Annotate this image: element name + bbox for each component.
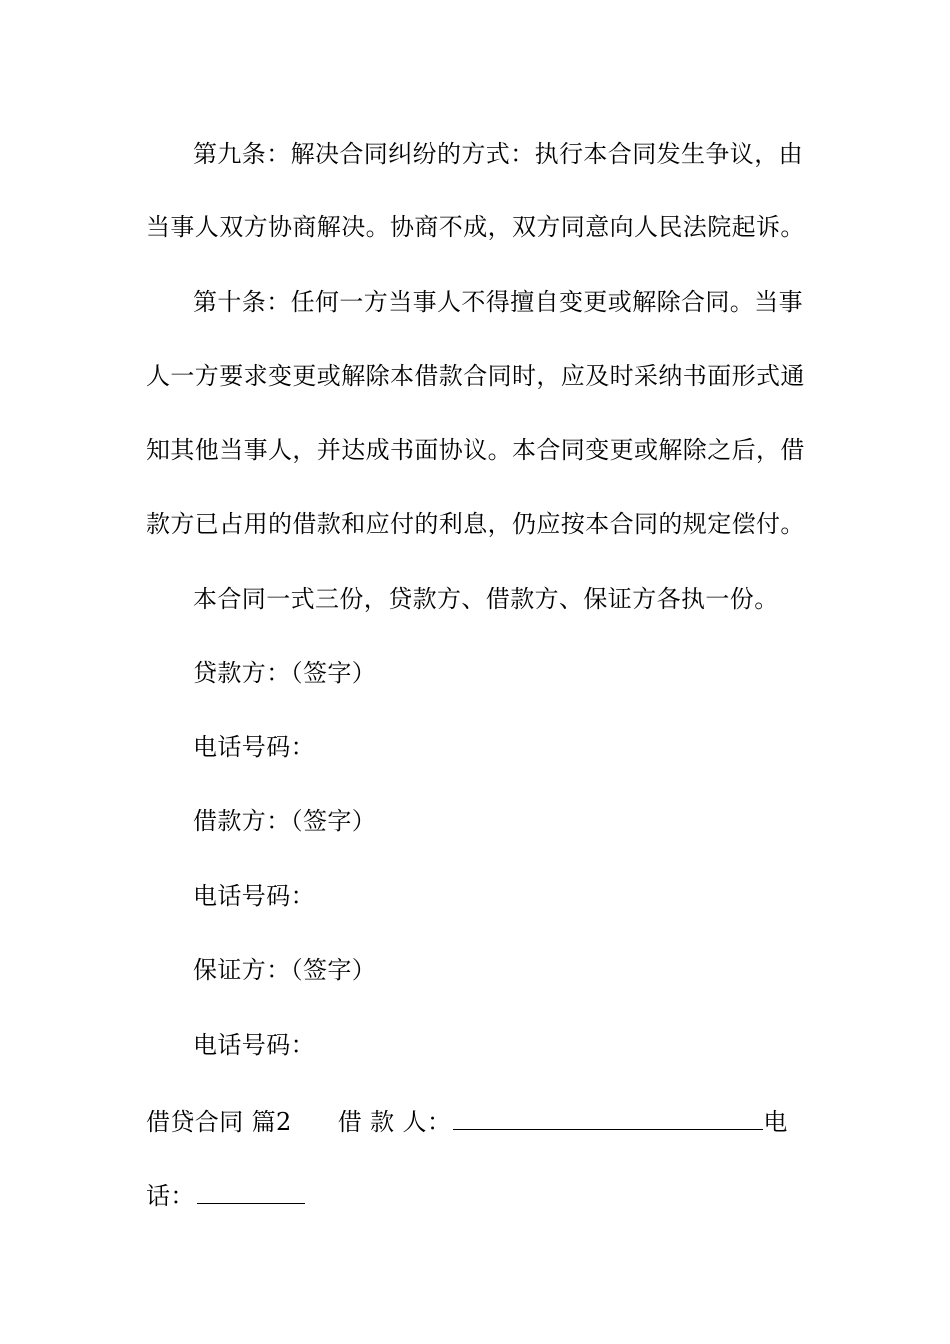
borrower-phone: 电话号码： [193,882,315,910]
article-10-line-3: 知其他当事人，并达成书面协议。本合同变更或解除之后，借 [146,436,805,464]
article-10-line-1: 第十条：任何一方当事人不得擅自变更或解除合同。当事 [193,288,803,316]
next-contract-title: 借贷合同 篇2 [146,1108,292,1136]
article-10-line-2: 人一方要求变更或解除本借款合同时，应及时采纳书面形式通 [146,362,805,390]
article-9-line-2: 当事人双方协商解决。协商不成，双方同意向人民法院起诉。 [146,213,805,241]
borrower-field-label: 借 款 人： [337,1108,452,1136]
phone-label-start: 电 [763,1108,788,1136]
guarantor-signature: 保证方：（签字） [193,956,377,984]
copies-clause: 本合同一式三份，贷款方、借款方、保证方各执一份。 [193,585,779,613]
next-contract-line [146,1107,788,1137]
phone-blank-line [197,1183,305,1204]
article-10-line-4: 款方已占用的借款和应付的利息，仍应按本合同的规定偿付。 [146,510,805,538]
lender-signature: 贷款方：（签字） [193,659,377,687]
phone-line [146,1181,305,1211]
lender-phone: 电话号码： [193,733,315,761]
borrower-signature: 借款方：（签字） [193,807,377,835]
article-9-line-1: 第九条：解决合同纠纷的方式：执行本合同发生争议，由 [193,140,803,168]
guarantor-phone: 电话号码： [193,1031,315,1059]
borrower-blank-line [453,1109,763,1130]
phone-label-end: 话： [146,1182,195,1210]
